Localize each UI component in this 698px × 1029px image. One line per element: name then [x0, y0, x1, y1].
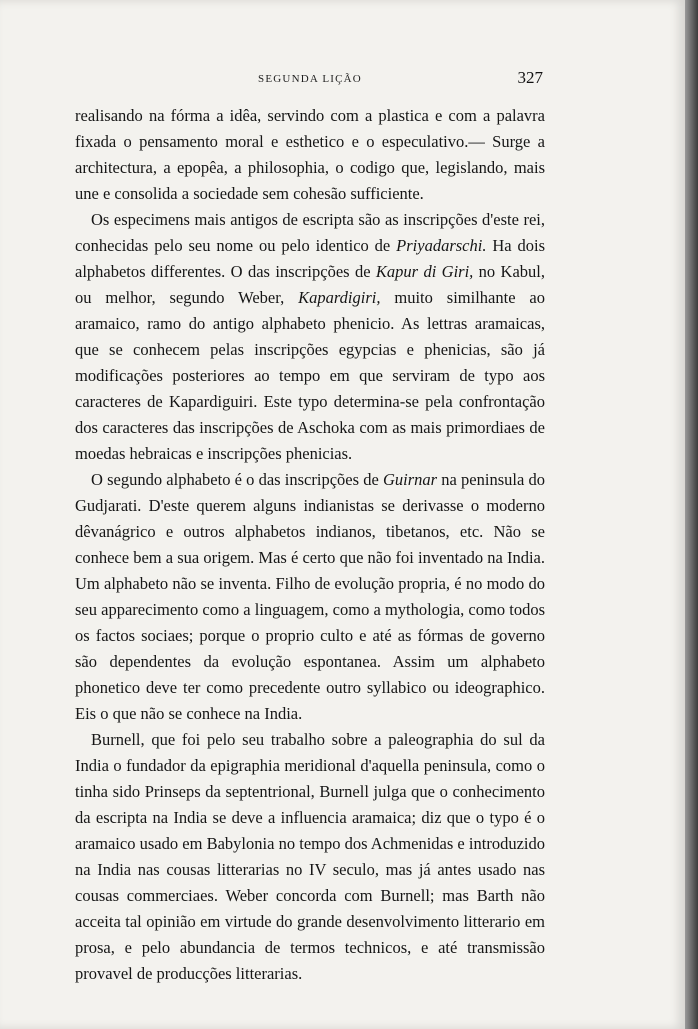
paragraph-second-alphabet [75, 467, 545, 727]
italic-term-priyadarschi: Priyadarschi. [396, 236, 487, 255]
text-segment: realisando na fórma a idêa, servindo com a plastica e com a palavra fixada o pensamento moral e esthetico e o especulativo.— Surge a architectura, a epopêa, a philosophia, o codigo que, legislando, mais une e consolida a sociedade sem cohesão sufficiente. [75, 106, 545, 203]
italic-term-guirnar: Guirnar [383, 470, 438, 489]
page-edge [685, 0, 698, 1029]
paragraph-burnell [75, 727, 545, 987]
text-segment: Ha dois alphabetos differentes. O das inscripções de [75, 236, 545, 281]
body-text [75, 103, 545, 987]
text-segment: muito similhante ao aramaico, ramo do antigo alphabeto phenicio. As lettras aramaicas, que se conhecem pelas inscripções egypcias e phenicias, são já modificações posteriores ao tempo em que serviram de typo aos caracteres de Kapardiguiri. Este typo determina-se pela confrontação dos caracteres das inscripções de Aschoka com as mais primordiaes de moedas hebraicas e inscripções phenicias. [75, 288, 545, 463]
text-segment: no Kabul, ou melhor, segundo Weber, [75, 262, 545, 307]
running-head [75, 70, 545, 90]
text-segment: Os especimens mais antigos de escripta são as inscripções d'este rei, conhecidas pelo seu nome ou pelo identico de [75, 210, 545, 255]
paragraph-continuation [75, 103, 545, 207]
running-title: SEGUNDA LIÇÃO [258, 73, 362, 85]
text-segment: O segundo alphabeto é o das inscripções de [91, 470, 383, 489]
italic-term-kapur-di-giri: Kapur di Giri, [375, 262, 474, 281]
page-number: 327 [517, 68, 543, 87]
text-segment: na peninsula do Gudjarati. D'este querem alguns indianistas se derivasse o moderno dêvanágrico e outros alphabetos indianos, tibetanos, etc. Não se conhece bem a sua origem. Mas é certo que não foi inventado na India. Um alphabeto não se inventa. Filho de evolução propria, é no modo do seu apparecimento como a linguagem, como a mythologia, como todos os factos sociaes; porque o proprio culto e até as fórmas de governo são dependentes da evolução espontanea. Assim um alphabeto phonetico deve ter como precedente outro syllabico ou ideographico. Eis o que não se conhece na India. [75, 470, 545, 723]
text-segment: Burnell, que foi pelo seu trabalho sobre a paleographia do sul da India o fundador da epigraphia meridional d'aquella peninsula, como o tinha sido Prinseps da septentrional, Burnell julga que o conhecimento da escripta na India se deve a influencia aramaica; diz que o typo é o aramaico usado em Babylonia no tempo dos Achmenidas e introduzido na India nas cousas litterarias no IV seculo, mas já antes usado nas cousas commerciaes. Weber concorda com Burnell; mas Barth não acceita tal opinião em virtude do grande desenvolvimento litterario em prosa, e pelo abundancia de termos technicos, e até transmissão provavel de producções litterarias. [75, 730, 545, 983]
italic-term-kapardigiri: Kapardigiri, [298, 288, 381, 307]
paragraph-inscriptions [75, 207, 545, 467]
